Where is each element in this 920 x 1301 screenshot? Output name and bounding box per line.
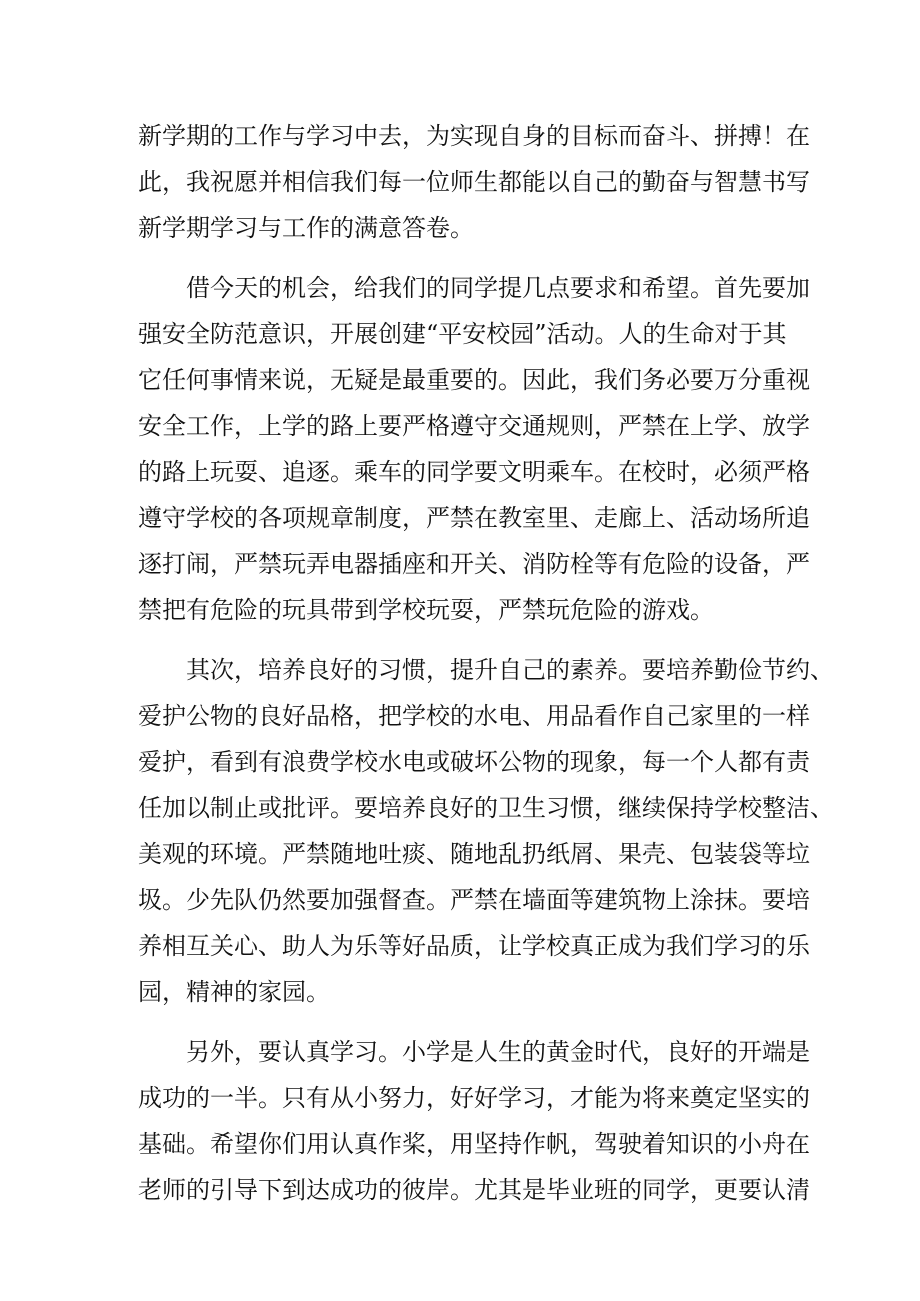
text-line: 另外，要认真学习。小学是人生的黄金时代，良好的开端是 — [138, 1038, 810, 1066]
text-line: 新学期学习与工作的满意答卷。 — [138, 214, 474, 242]
text-line: 养相互关心、助人为乐等好品质，让学校真正成为我们学习的乐 — [138, 932, 810, 960]
text-line: 此，我祝愿并相信我们每一位师生都能以自己的勤奋与智慧书写 — [138, 168, 810, 196]
text-line: 新学期的工作与学习中去，为实现自身的目标而奋斗、拼搏！在 — [138, 122, 810, 150]
text-line: 借今天的机会，给我们的同学提几点要求和希望。首先要加 — [138, 274, 810, 302]
text-line: 任加以制止或批评。要培养良好的卫生习惯，继续保持学校整洁、 — [138, 794, 834, 822]
text-line: 爱护公物的良好品格，把学校的水电、用品看作自己家里的一样 — [138, 702, 810, 730]
text-line: 遵守学校的各项规章制度，严禁在教室里、走廊上、活动场所追 — [138, 504, 810, 532]
text-line: 园，精神的家园。 — [138, 978, 330, 1006]
text-line: 美观的环境。严禁随地吐痰、随地乱扔纸屑、果壳、包装袋等垃 — [138, 840, 810, 868]
text-line: 基础。希望你们用认真作桨，用坚持作帆，驾驶着知识的小舟在 — [138, 1130, 810, 1158]
text-line: 安全工作，上学的路上要严格遵守交通规则，严禁在上学、放学 — [138, 412, 810, 440]
text-line: 老师的引导下到达成功的彼岸。尤其是毕业班的同学，更要认清 — [138, 1176, 810, 1204]
text-line: 逐打闹，严禁玩弄电器插座和开关、消防栓等有危险的设备，严 — [138, 550, 810, 578]
paragraph-habits — [138, 647, 834, 1015]
text-line: 成功的一半。只有从小努力，好好学习，才能为将来奠定坚实的 — [138, 1084, 810, 1112]
text-line: 爱护，看到有浪费学校水电或破坏公物的现象，每一个人都有责 — [138, 748, 810, 776]
text-line: 它任何事情来说，无疑是最重要的。因此，我们务必要万分重视 — [138, 366, 810, 394]
text-line: 的路上玩耍、追逐。乘车的同学要文明乘车。在校时，必须严格 — [138, 458, 810, 486]
document-body — [138, 113, 834, 1213]
paragraph-closing-wishes — [138, 113, 810, 251]
text-line: 圾。少先队仍然要加强督查。严禁在墙面等建筑物上涂抹。要培 — [138, 886, 810, 914]
text-line: 禁把有危险的玩具带到学校玩耍，严禁玩危险的游戏。 — [138, 596, 714, 624]
text-line: 其次，培养良好的习惯，提升自己的素养。要培养勤俭节约、 — [138, 656, 834, 684]
text-line: 强安全防范意识，开展创建“平安校园”活动。人的生命对于其 — [138, 320, 787, 348]
paragraph-safety — [138, 265, 810, 633]
paragraph-study — [138, 1029, 810, 1213]
